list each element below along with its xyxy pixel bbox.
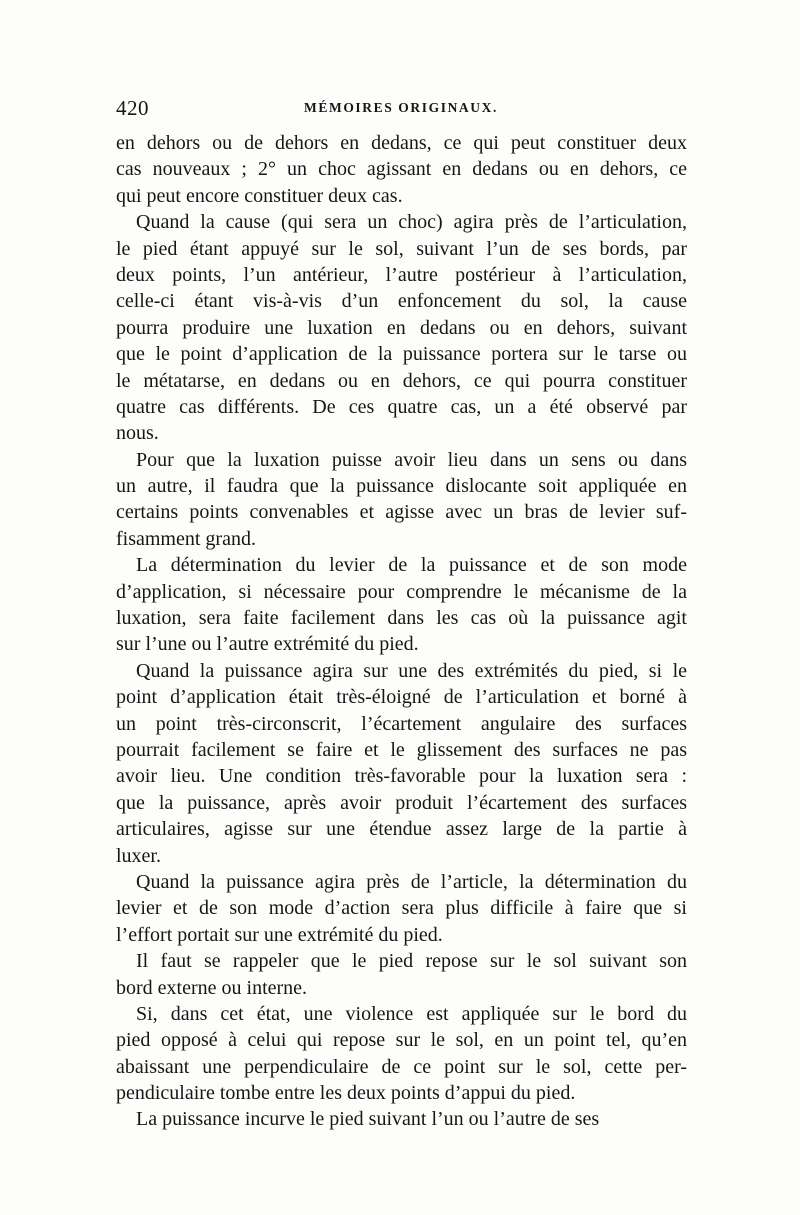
text-line bbox=[116, 579, 687, 605]
paragraph bbox=[116, 447, 687, 553]
text-line bbox=[116, 420, 687, 446]
paragraph bbox=[116, 1106, 687, 1132]
text-line bbox=[116, 684, 687, 710]
text-line-content: quatre cas différents. De ces quatre cas, un a été observé par bbox=[116, 395, 687, 418]
text-line bbox=[116, 869, 687, 895]
text-line-content: certains points convenables et agisse avec un bras de levier suf- bbox=[116, 501, 687, 524]
text-line bbox=[116, 1080, 687, 1106]
text-line bbox=[116, 922, 687, 948]
text-line-content: pourra produire une luxation en dedans ou en dehors, suivant bbox=[116, 316, 687, 339]
text-line bbox=[116, 1027, 687, 1053]
text-line-content: Si, dans cet état, une violence est appliquée sur le bord du bbox=[136, 1002, 687, 1025]
text-line-content: en dehors ou de dehors en dedans, ce qui peut constituer deux bbox=[116, 132, 687, 154]
running-title: MÉMOIRES ORIGINAUX. bbox=[304, 100, 498, 115]
text-line bbox=[116, 156, 687, 182]
text-line bbox=[116, 552, 687, 578]
text-line-content: pourrait facilement se faire et le glissement des surfaces ne pas bbox=[116, 738, 687, 761]
text-line bbox=[116, 473, 687, 499]
text-line-content: point d’application était très-éloigné de l’articulation et borné à bbox=[116, 686, 687, 709]
text-line bbox=[116, 1106, 687, 1132]
page-number: 420 bbox=[116, 96, 149, 120]
text-line bbox=[116, 447, 687, 473]
text-line bbox=[116, 658, 687, 684]
text-line-content: qui peut encore constituer deux cas. bbox=[116, 184, 403, 207]
text-line-content: nous. bbox=[116, 422, 159, 445]
text-line-content: celle-ci étant vis-à-vis d’un enfoncement du sol, la cause bbox=[116, 290, 687, 313]
text-line bbox=[116, 236, 687, 262]
text-line bbox=[116, 1001, 687, 1027]
text-line-content: le pied étant appuyé sur le sol, suivant l’un de ses bords, par bbox=[116, 237, 687, 260]
text-line-content: levier et de son mode d’action sera plus difficile à faire que si bbox=[116, 897, 687, 920]
text-line bbox=[116, 526, 687, 552]
paragraph bbox=[116, 130, 687, 209]
running-head bbox=[116, 96, 686, 120]
text-line-content: Quand la puissance agira près de l’article, la détermination du bbox=[136, 870, 687, 893]
text-line bbox=[116, 711, 687, 737]
paragraph bbox=[116, 209, 687, 447]
text-line bbox=[116, 895, 687, 921]
text-line-content: l’effort portait sur une extrémité du pied. bbox=[116, 923, 443, 946]
text-line-content: Quand la puissance agira sur une des extrémités du pied, si le bbox=[136, 659, 687, 682]
text-line-content: le métatarse, en dedans ou en dehors, ce qui pourra constituer bbox=[116, 369, 687, 392]
text-line bbox=[116, 763, 687, 789]
text-line bbox=[116, 816, 687, 842]
text-line bbox=[116, 499, 687, 525]
text-line-content: un point très-circonscrit, l’écartement angulaire des surfaces bbox=[116, 712, 687, 735]
text-line bbox=[116, 394, 687, 420]
text-line bbox=[116, 975, 687, 1001]
text-line-content: Pour que la luxation puisse avoir lieu dans un sens ou dans bbox=[136, 448, 687, 471]
text-line-content: fisamment grand. bbox=[116, 527, 256, 550]
text-line bbox=[116, 1054, 687, 1080]
text-line-content: que la puissance, après avoir produit l’écartement des surfaces bbox=[116, 791, 687, 814]
text-line-content: pied opposé à celui qui repose sur le sol, en un point tel, qu’en bbox=[116, 1029, 687, 1052]
text-line-content: un autre, il faudra que la puissance dislocante soit appliquée en bbox=[116, 475, 687, 498]
text-line-content: bord externe ou interne. bbox=[116, 976, 308, 999]
text-line-content: abaissant une perpendiculaire de ce point sur le sol, cette per- bbox=[116, 1055, 687, 1078]
text-line bbox=[116, 209, 687, 235]
text-line bbox=[116, 368, 687, 394]
text-line bbox=[116, 315, 687, 341]
text-line bbox=[116, 341, 687, 367]
text-line bbox=[116, 130, 687, 156]
text-line bbox=[116, 948, 687, 974]
text-line bbox=[116, 183, 687, 209]
text-line bbox=[116, 605, 687, 631]
text-line-content: Il faut se rappeler que le pied repose sur le sol suivant son bbox=[136, 950, 687, 973]
text-line-content: Quand la cause (qui sera un choc) agira près de l’articulation, bbox=[136, 211, 687, 234]
text-line-content: cas nouveaux ; 2° un choc agissant en dedans ou en dehors, ce bbox=[116, 158, 687, 181]
text-line-content: La détermination du levier de la puissance et de son mode bbox=[136, 554, 687, 577]
text-line-content: d’application, si nécessaire pour comprendre le mécanisme de la bbox=[116, 580, 687, 603]
paragraph bbox=[116, 869, 687, 948]
text-line bbox=[116, 737, 687, 763]
paragraph bbox=[116, 552, 687, 658]
text-line-content: que le point d’application de la puissance portera sur le tarse ou bbox=[116, 343, 687, 366]
text-line-content: deux points, l’un antérieur, l’autre postérieur à l’articulation, bbox=[116, 263, 687, 286]
text-line-content: luxer. bbox=[116, 844, 161, 867]
body-text bbox=[116, 130, 687, 1133]
text-line-content: articulaires, agisse sur une étendue assez large de la partie à bbox=[116, 818, 687, 841]
paragraph bbox=[116, 948, 687, 1001]
text-line-content: avoir lieu. Une condition très-favorable pour la luxation sera : bbox=[116, 765, 687, 788]
text-line bbox=[116, 790, 687, 816]
text-line-content: luxation, sera faite facilement dans les cas où la puissance agit bbox=[116, 607, 687, 630]
paragraph bbox=[116, 658, 687, 869]
text-line-content: pendiculaire tombe entre les deux points d’appui du pied. bbox=[116, 1082, 576, 1105]
text-line-content: La puissance incurve le pied suivant l’un ou l’autre de ses bbox=[136, 1108, 600, 1131]
text-line bbox=[116, 631, 687, 657]
text-line bbox=[116, 262, 687, 288]
text-line bbox=[116, 843, 687, 869]
paragraph bbox=[116, 1001, 687, 1107]
text-line-content: sur l’une ou l’autre extrémité du pied. bbox=[116, 633, 419, 656]
text-line bbox=[116, 288, 687, 314]
